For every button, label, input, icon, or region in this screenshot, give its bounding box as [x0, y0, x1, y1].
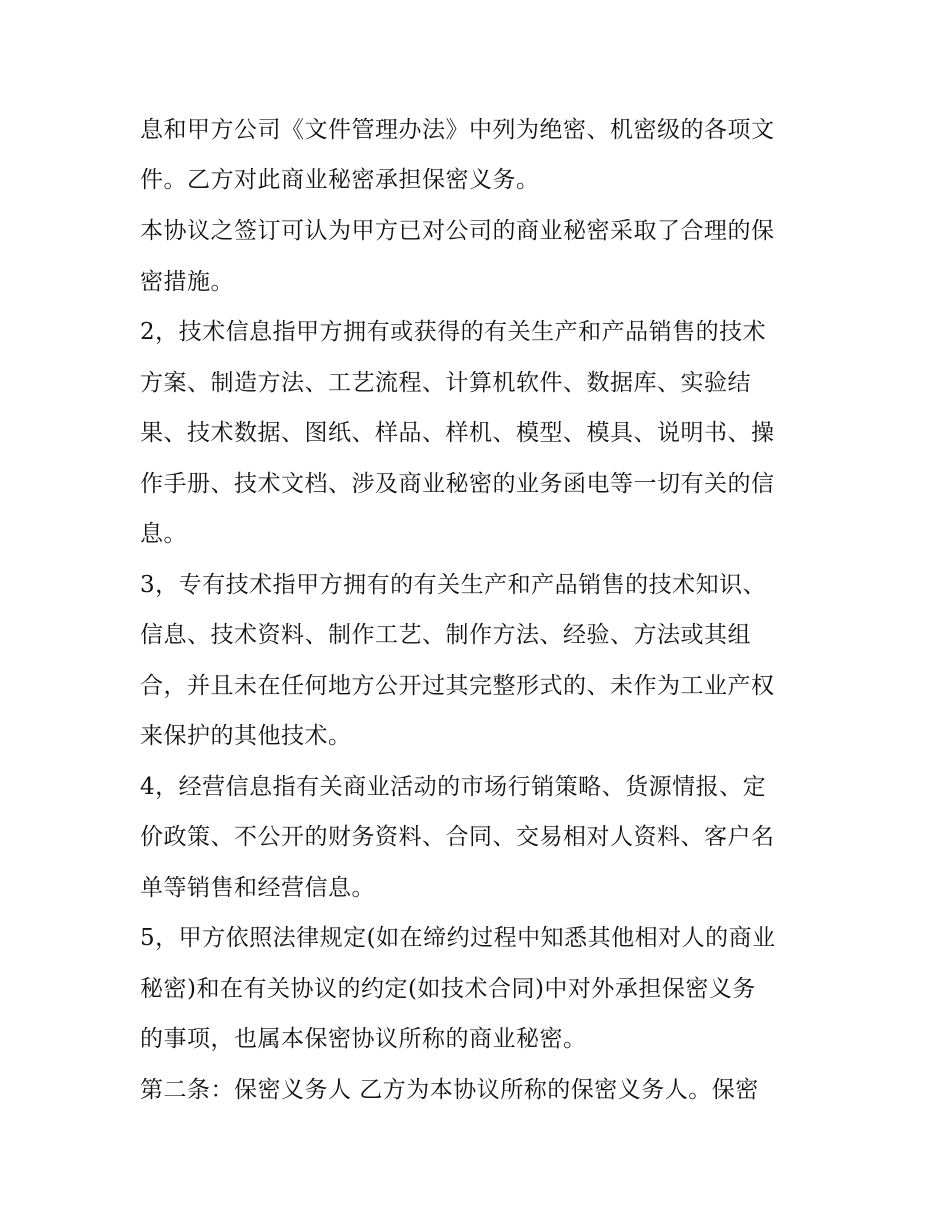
- text-line: 3，专有技术指甲方拥有的有关生产和产品销售的技术知识、: [140, 572, 767, 598]
- text-line: 秘密)和在有关协议的约定(如技术合同)中对外承担保密义务: [140, 976, 756, 1002]
- text-line: 密措施。: [140, 269, 234, 295]
- text-line: 5，甲方依照法律规定(如在缔约过程中知悉其他相对人的商业: [140, 925, 776, 951]
- text-line: 价政策、不公开的财务资料、合同、交易相对人资料、客户名: [140, 824, 775, 850]
- text-line: 件。乙方对此商业秘密承担保密义务。: [140, 167, 540, 193]
- text-line: 来保护的其他技术。: [140, 723, 352, 749]
- text-line: 果、技术数据、图纸、样品、样机、模型、模具、说明书、操: [140, 420, 775, 446]
- text-line: 息和甲方公司《文件管理办法》中列为绝密、机密级的各项文: [140, 117, 775, 143]
- text-line: 4，经营信息指有关商业活动的市场行销策略、货源情报、定: [140, 774, 767, 800]
- text-line: 作手册、技术文档、涉及商业秘密的业务函电等一切有关的信: [140, 471, 775, 497]
- text-line: 单等销售和经营信息。: [140, 875, 375, 901]
- text-line: 本协议之签订可认为甲方已对公司的商业秘密采取了合理的保: [140, 218, 775, 244]
- text-line: 息。: [140, 521, 187, 547]
- text-line: 方案、制造方法、工艺流程、计算机软件、数据库、实验结: [140, 370, 751, 396]
- text-line: 第二条：保密义务人 乙方为本协议所称的保密义务人。保密: [140, 1077, 759, 1103]
- text-line: 信息、技术资料、制作工艺、制作方法、经验、方法或其组: [140, 622, 751, 648]
- text-line: 的事项，也属本保密协议所称的商业秘密。: [140, 1026, 587, 1052]
- text-line: 合，并且未在任何地方公开过其完整形式的、未作为工业产权: [140, 673, 775, 699]
- text-line: 2，技术信息指甲方拥有或获得的有关生产和产品销售的技术: [140, 319, 767, 345]
